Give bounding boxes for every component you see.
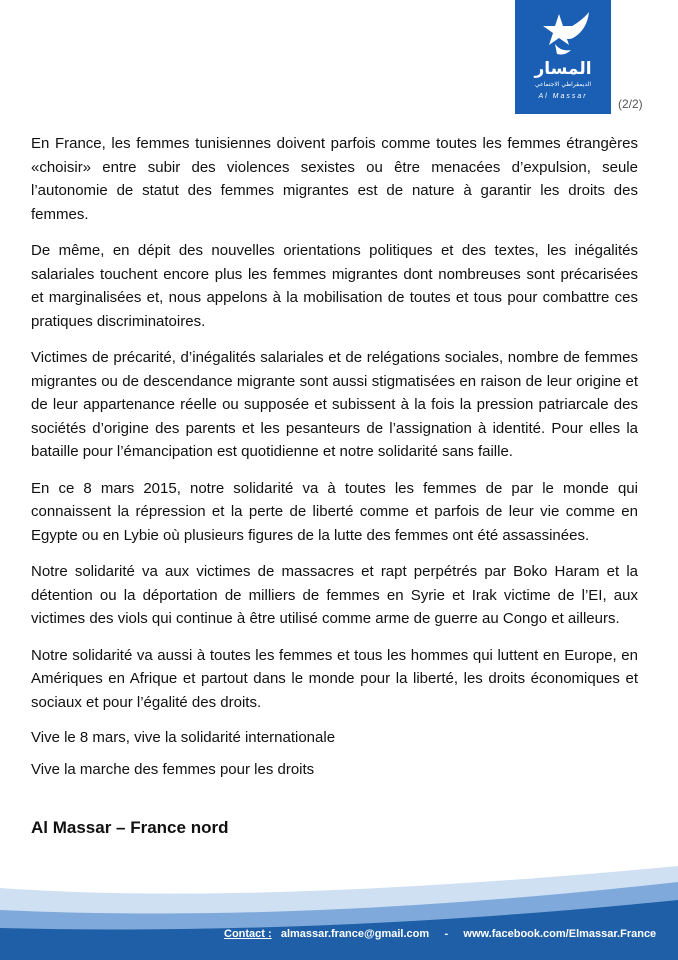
email-link[interactable]: almassar.france@gmail.com (280, 928, 430, 940)
letter-body (31, 132, 638, 791)
logo-arabic-text: المسار (534, 59, 592, 79)
logo-subtitle: الديمقراطي الاجتماعي (535, 81, 591, 88)
page-number: (2/2) (618, 97, 643, 111)
facebook-link[interactable]: www.facebook.com/Elmassar.France (463, 928, 657, 940)
slogan: Vive le 8 mars, vive la solidarité internationale (31, 729, 336, 746)
signature: Al Massar – France nord (31, 818, 229, 837)
footer-contact (224, 928, 656, 940)
footer-separator: - (444, 928, 449, 940)
footer-wave-decoration (0, 848, 678, 960)
paragraph: Victimes de précarité, d’inégalités salariales et de relégations sociales, nombre de femmes migrantes ou de descendance migrante sont aussi stigmatisées en raison de leur origine et de leur appartenance réelle ou supposée et subissent à la fois la pression patriarcale des sociétés d’origine des parents et les pesanteurs de l’assignation à identité. Pour elles la bataille pour l’émancipation est quotidienne et notre solidarité sans faille. (31, 349, 638, 460)
paragraph: De même, en dépit des nouvelles orientations politiques et des textes, les inégalités salariales touchent encore plus les femmes migrantes dont nombreuses sont précarisées et marginalisées et, nous appelons à la mobilisation de toutes et tous pour combattre ces pratiques discriminatoires. (31, 242, 638, 330)
paragraph: En ce 8 mars 2015, notre solidarité va à toutes les femmes de par le monde qui connaissent la répression et la perte de liberté comme et parfois de leur vie comme en Egypte ou en Lybie où plusieurs figures de la lutte des femmes ont été assassinées. (31, 479, 638, 544)
paragraph: Notre solidarité va aussi à toutes les femmes et tous les hommes qui luttent en Europe, en Amériques en Afrique et partout dans le monde pour la liberté, les droits économiques et sociaux et pour l’égalité des droits. (31, 646, 638, 711)
logo (515, 0, 611, 114)
logo-latin-text: Al Massar (538, 93, 588, 100)
paragraph: Notre solidarité va aux victimes de massacres et rapt perpétrés par Boko Haram et la détention ou la déportation de milliers de femmes en Syrie et Irak victime de l’EI, aux victimes des viols qui continue à être utilisé comme arme de guerre au Congo et ailleurs. (31, 563, 638, 627)
paragraph: En France, les femmes tunisiennes doivent parfois comme toutes les femmes étrangères «choisir» entre subir des violences sexistes ou être menacées d’expulsion, seule l’autonomie de statut des femmes migrantes est de nature à garantir les droits des femmes. (31, 135, 638, 223)
contact-label: Contact : (224, 928, 272, 940)
slogan: Vive la marche des femmes pour les droits (31, 761, 315, 778)
